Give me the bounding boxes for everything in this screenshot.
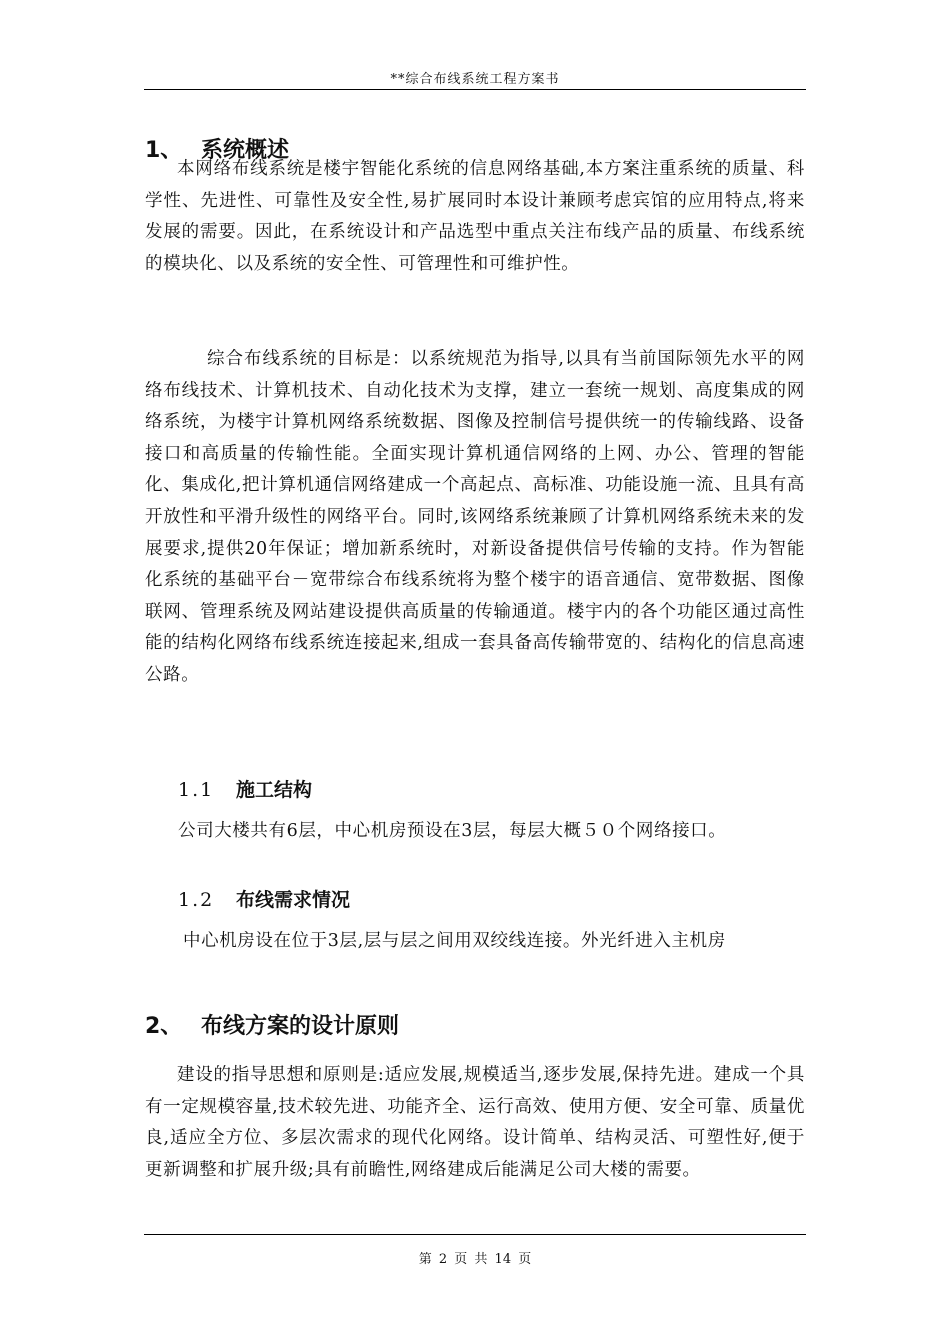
section-1-paragraph-2: 综合布线系统的目标是：以系统规范为指导,以具有当前国际领先水平的网络布线技术、计算机技术、自动化技术为支撑，建立一套统一规划、高度集成的网络系统，为楼宇计算机网络系统数据、图像及控制信号提供统一的传输线路、设备接口和高质量的传输性能。全面实现计算机通信网络的上网、办公、管理的智能化、集成化,把计算机通信网络建成一个高起点、高标准、功能设施一流、且具有高开放性和平滑升级性的网络平台。同时,该网络系统兼顾了计算机网络系统未来的发展要求,提供20年保证；增加新系统时，对新设备提供信号传输的支持。作为智能化系统的基础平台－宽带综合布线系统将为整个楼宇的语音通信、宽带数据、图像联网、管理系统及网站建设提供高质量的传输通道。楼宇内的各个功能区通过高性能的结构化网络布线系统连接起来,组成一套具备高传输带宽的、结构化的信息高速公路。 [145,349,805,685]
subsection-1-2-number: 1.2 [178,889,215,911]
subsection-1-1-number: 1.1 [178,779,215,801]
section-1-title: 系统概述 [201,138,290,163]
section-1-paragraph-1: 本网络布线系统是楼宇智能化系统的信息网络基础,本方案注重系统的质量、科学性、先进性、可靠性及安全性,易扩展同时本设计兼顾考虑宾馆的应用特点,将来发展的需要。因此，在系统设计和产品选型中重点关注布线产品的质量、布线系统的模块化、以及系统的安全性、可管理性和可维护性。 [145,159,805,274]
section-2-title: 布线方案的设计原则 [201,1014,400,1039]
section-2-number: 2、 [145,1014,183,1039]
subsection-1-1-heading [178,775,312,802]
subsection-1-2-heading [178,885,350,912]
subsection-1-2-text: 中心机房设在位于3层,层与层之间用双绞线连接。外光纤进入主机房 [183,931,726,951]
page-number: 第 2 页 共 14 页 [418,1252,532,1267]
subsection-1-2-title: 布线需求情况 [236,889,351,911]
footer-divider [144,1234,806,1235]
header-divider [144,89,806,90]
subsection-1-1-title: 施工结构 [236,779,313,801]
section-1-number: 1、 [145,138,183,163]
subsection-1-1-text: 公司大楼共有6层，中心机房预设在3层，每层大概５０个网络接口。 [178,821,727,841]
section-2-paragraph-1: 建设的指导思想和原则是:适应发展,规模适当,逐步发展,保持先进。建成一个具有一定规模容量,技术较先进、功能齐全、运行高效、使用方便、安全可靠、质量优良,适应全方位、多层次需求的现代化网络。设计简单、结构灵活、可塑性好,便于更新调整和扩展升级;具有前瞻性,网络建成后能满足公司大楼的需要。 [145,1065,805,1180]
page-header: **综合布线系统工程方案书 [390,72,560,87]
section-2-heading [145,1009,399,1040]
